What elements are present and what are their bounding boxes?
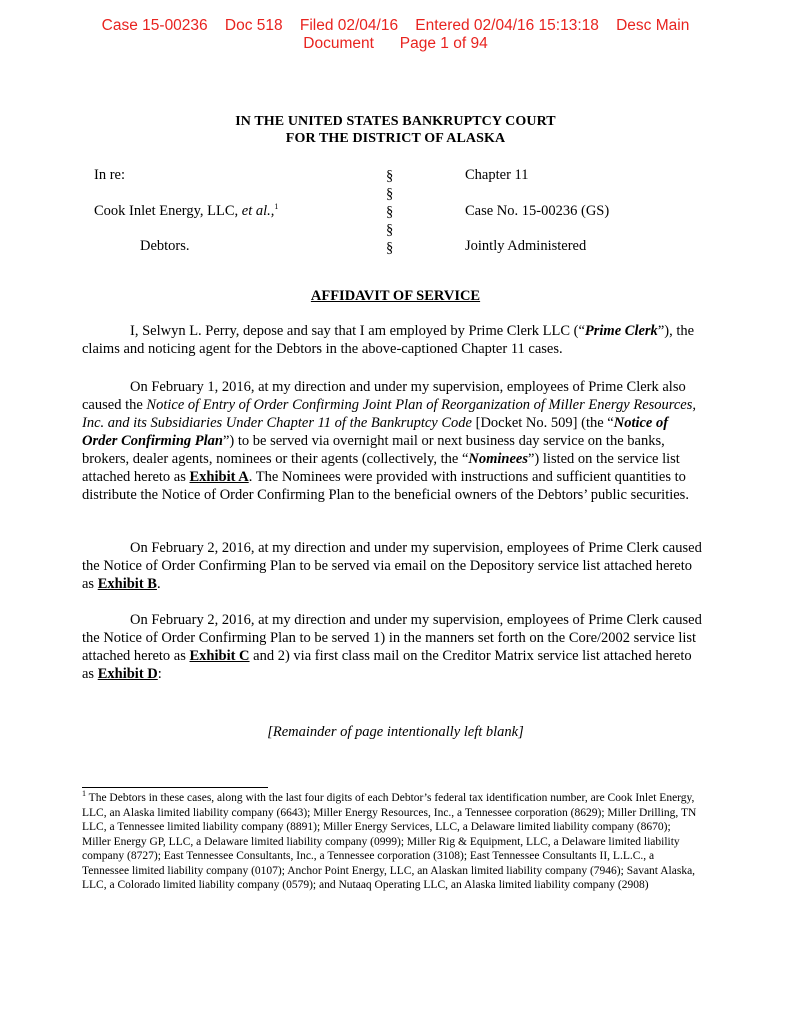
footnote-number: 1 [82, 789, 86, 799]
exhibit-ref: Exhibit C [189, 648, 250, 664]
text-run: On February 1, 2016, at my direction and under my supervision, employees of Prime Clerk also caused the [82, 379, 686, 413]
text-run: and 2) via first class mail on the Creditor Matrix service list attached hereto as [82, 648, 692, 682]
filing-header-line2: Document Page 1 of 94 [303, 35, 488, 52]
caption-admin: Jointly Administered [465, 238, 587, 254]
court-title-line1: IN THE UNITED STATES BANKRUPTCY COURT [235, 114, 556, 129]
paragraph-1 [82, 322, 704, 358]
caption-in-re: In re: [94, 167, 125, 183]
caption-et-al: et al., [241, 203, 275, 219]
court-title [0, 114, 791, 147]
section-symbol: § [386, 186, 394, 202]
text-run: : [157, 666, 162, 682]
exhibit-ref: Exhibit D [97, 666, 158, 682]
text-run: ”) to be served via overnight mail or next business day service on the banks, brokers, dealer agents, nominees or their agents (collectively, the “ [82, 433, 665, 467]
remainder-text: [Remainder of page intentionally left blank] [267, 724, 524, 740]
paragraph-2 [82, 378, 704, 504]
text-run: . The Nominees were provided with instructions and sufficient quantities to distribute the Notice of Order Confirming Plan to the beneficial owners of the Debtors’ public securities. [82, 469, 689, 503]
exhibit-ref: Exhibit B [97, 576, 157, 592]
caption-debtor-name: Cook Inlet Energy, LLC, [94, 203, 242, 219]
text-run: ”), the claims and noticing agent for the Debtors in the above-captioned Chapter 11 cases. [82, 323, 695, 357]
section-symbols [386, 167, 393, 257]
section-symbol: § [386, 240, 394, 256]
caption-chapter: Chapter 11 [465, 167, 529, 183]
footnote-rule [82, 787, 268, 788]
text-run: [Docket No. 509] (the “ [471, 415, 614, 431]
footnote [82, 791, 702, 893]
section-symbol: § [386, 168, 394, 184]
defined-term: Nominees [468, 451, 528, 467]
text-run: . [156, 576, 161, 592]
court-title-line2: FOR THE DISTRICT OF ALASKA [285, 131, 506, 146]
caption-case-no: Case No. 15-00236 (GS) [465, 203, 610, 219]
footnote-ref: 1 [274, 202, 279, 212]
filing-header-line1: Case 15-00236 Doc 518 Filed 02/04/16 Entered 02/04/16 15:13:18 Desc Main [101, 17, 690, 34]
section-symbol: § [386, 222, 394, 238]
filing-header [0, 17, 791, 53]
section-symbol: § [386, 204, 394, 220]
caption-debtors-label: Debtors. [140, 238, 190, 254]
paragraph-3 [82, 539, 704, 593]
remainder-note [0, 724, 791, 741]
defined-term: Prime Clerk [584, 323, 658, 339]
paragraph-4 [82, 611, 704, 683]
caption-debtor [94, 203, 278, 220]
text-run: On February 2, 2016, at my direction and under my supervision, employees of Prime Clerk caused the Notice of Order Confirming Plan to be served via email on the Depository service list attached hereto as [82, 540, 702, 592]
footnote-text: The Debtors in these cases, along with the last four digits of each Debtor’s federal tax identification number, are Cook Inlet Energy, LLC, an Alaska limited liability company (6643); Miller Energy Resources, Inc., a Tennessee corporation (8629); Miller Drilling, TN LLC, a Tennessee limited liability company (8891); Miller Energy Services, LLC, a Delaware limited liability company (8670); Miller Energy GP, LLC, a Delaware limited liability company (0999); Miller Rig & Equipment, LLC, a Delaware limited liability company (8727); East Tennessee Consultants, Inc., a Tennessee corporation (3108); East Tennessee Consultants II, L.L.C., a Tennessee limited liability company (0107); Anchor Point Energy, LLC, an Alaskan limited liability company (7946); Savant Alaska, LLC, a Colorado limited liability company (0579); and Nutaaq Operating LLC, an Alaska limited liability company (2908) [82, 792, 697, 891]
text-run: On February 2, 2016, at my direction and under my supervision, employees of Prime Clerk caused the Notice of Order Confirming Plan to be served 1) in the manners set forth on the Core/2002 service list attached hereto as [82, 612, 702, 664]
defined-term: Notice of Order Confirming Plan [82, 415, 669, 449]
notice-title: Notice of Entry of Order Confirming Joint Plan of Reorganization of Miller Energy Resources, Inc. and its Subsidiaries Under Chapter 11 of the Bankruptcy Code [82, 397, 697, 431]
text-run: ”) listed on the service list attached hereto as [82, 451, 680, 485]
document-title: AFFIDAVIT OF SERVICE [310, 288, 481, 304]
text-run: I, Selwyn L. Perry, depose and say that I am employed by Prime Clerk LLC (“ [130, 323, 585, 339]
exhibit-ref: Exhibit A [189, 469, 249, 485]
